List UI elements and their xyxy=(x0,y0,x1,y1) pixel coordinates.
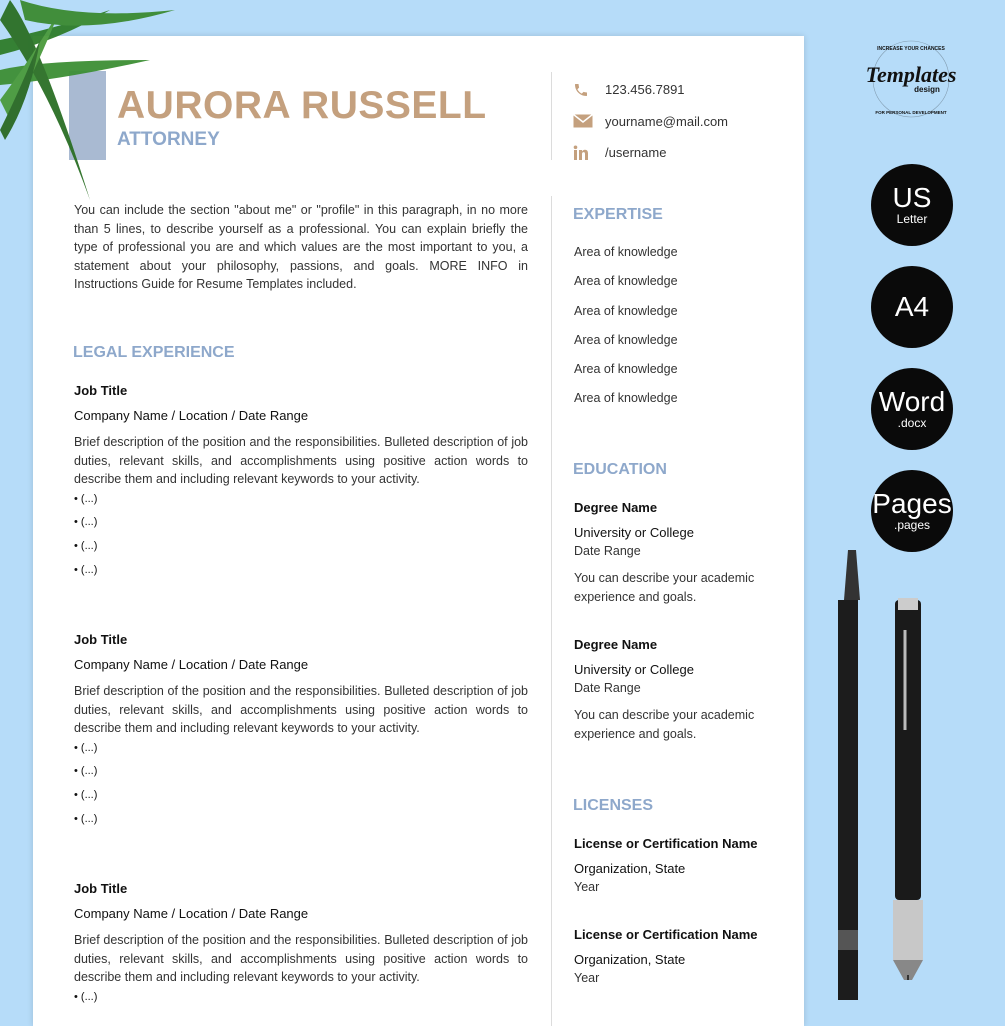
job-title: Job Title xyxy=(74,881,128,896)
expertise-item: Area of knowledge xyxy=(574,245,678,259)
column-divider xyxy=(551,196,552,1026)
us-letter-badge xyxy=(871,164,953,246)
badge-big-text: A4 xyxy=(894,291,930,322)
svg-text:FOR PERSONAL DEVELOPMENT: FOR PERSONAL DEVELOPMENT xyxy=(875,110,947,115)
job-bullet: • (...) xyxy=(74,812,98,825)
school-name: University or College xyxy=(574,525,694,540)
svg-text:design: design xyxy=(914,85,940,94)
job-bullet: • (...) xyxy=(74,789,98,802)
mail-icon xyxy=(573,114,605,128)
svg-text:Templates: Templates xyxy=(865,62,957,87)
license-org: Organization, State xyxy=(574,861,686,876)
contact-block xyxy=(573,74,728,169)
contact-phone xyxy=(573,74,728,106)
expertise-item: Area of knowledge xyxy=(574,362,678,377)
badge-big-text: US xyxy=(892,182,932,213)
expertise-heading: EXPERTISE xyxy=(573,206,663,223)
templates-design-logo xyxy=(855,38,967,120)
education-description: You can describe your academic experience and goals. xyxy=(574,571,755,604)
contact-email xyxy=(573,106,728,138)
expertise-item: Area of knowledge xyxy=(574,274,678,289)
badge-big-text: Pages xyxy=(872,488,952,519)
job-bullets xyxy=(74,991,528,1015)
school-name: University or College xyxy=(574,662,694,677)
job-bullet: • (...) xyxy=(74,516,98,529)
legal-experience-heading: LEGAL EXPERIENCE xyxy=(73,344,235,361)
job-bullet: • (...) xyxy=(74,990,98,1003)
job-description: Brief description of the position and the responsibilities. Bulleted description of job duties, relevant skills, and accomplishments using positive action words to describe them and including relevant keywords to your activity. xyxy=(74,684,528,736)
license-entry xyxy=(574,927,794,985)
degree-name: Degree Name xyxy=(574,500,658,515)
svg-text:INCREASE YOUR CHANCES: INCREASE YOUR CHANCES xyxy=(877,46,945,52)
expertise-item: Area of knowledge xyxy=(574,391,678,406)
job-company: Company Name / Location / Date Range xyxy=(74,408,309,423)
job-company: Company Name / Location / Date Range xyxy=(74,657,309,672)
badge-small-text: .docx xyxy=(897,416,927,430)
job-bullets xyxy=(74,493,528,588)
resume-name: AURORA RUSSELL xyxy=(117,84,487,127)
job-bullet: • (...) xyxy=(74,765,98,778)
licenses-heading: LICENSES xyxy=(573,797,654,814)
contact-linkedin-text: /username xyxy=(605,145,667,161)
job-entry xyxy=(74,383,528,588)
job-description: Brief description of the position and the responsibilities. Bulleted description of job duties, relevant skills, and accomplishments using positive action words to describe them and including relevant keywords to your activity. xyxy=(74,435,528,487)
job-company: Company Name / Location / Date Range xyxy=(74,906,309,921)
job-title: Job Title xyxy=(74,632,128,647)
badge-big-text: Word xyxy=(878,386,946,417)
expertise-list xyxy=(574,245,678,421)
job-description: Brief description of the position and the responsibilities. Bulleted description of job duties, relevant skills, and accomplishments using positive action words to describe them and including relevant keywords to your activity. xyxy=(74,933,528,985)
expertise-item: Area of knowledge xyxy=(574,303,678,318)
education-heading: EDUCATION xyxy=(573,461,667,478)
education-date: Date Range xyxy=(574,544,641,558)
expertise-item: Area of knowledge xyxy=(574,332,678,347)
job-entry xyxy=(74,881,528,1014)
education-description: You can describe your academic experience and goals. xyxy=(574,708,755,741)
license-name: License or Certification Name xyxy=(574,836,758,851)
word-badge xyxy=(871,368,953,450)
job-entry xyxy=(74,632,528,837)
linkedin-icon xyxy=(573,145,605,161)
resume-title: ATTORNEY xyxy=(117,129,220,150)
job-bullet: • (...) xyxy=(74,563,98,576)
phone-icon xyxy=(573,82,605,98)
job-bullet: • (...) xyxy=(74,741,98,754)
job-title: Job Title xyxy=(74,383,128,398)
education-entry xyxy=(574,500,774,606)
degree-name: Degree Name xyxy=(574,637,658,652)
license-year: Year xyxy=(574,971,600,985)
license-year: Year xyxy=(574,880,600,894)
badge-small-text: Letter xyxy=(896,212,928,226)
contact-email-text: yourname@mail.com xyxy=(605,113,729,129)
plant-decoration xyxy=(0,0,190,210)
a4-badge xyxy=(871,266,953,348)
about-paragraph: You can include the section "about me" or "profile" in this paragraph, in no more than 5 lines, to describe yourself as a professional. You can explain briefly the type of professional you are and which values are the most important to you, a statement about your philosophy, passions, and goals. MORE INFO in Instructions Guide for Resume Templates included. xyxy=(74,203,528,292)
badge-small-text: .pages xyxy=(893,518,931,532)
license-name: License or Certification Name xyxy=(574,927,758,942)
job-bullet: • (...) xyxy=(74,540,98,553)
education-entry xyxy=(574,637,774,743)
license-org: Organization, State xyxy=(574,952,686,967)
pages-badge xyxy=(871,470,953,552)
job-bullet: • (...) xyxy=(74,492,98,505)
contact-linkedin xyxy=(573,137,728,169)
education-date: Date Range xyxy=(574,681,641,695)
job-bullets xyxy=(74,742,528,837)
contact-phone-text: 123.456.7891 xyxy=(605,82,685,98)
column-divider-top xyxy=(551,72,552,160)
license-entry xyxy=(574,836,794,894)
pencils-decoration xyxy=(820,550,970,1005)
